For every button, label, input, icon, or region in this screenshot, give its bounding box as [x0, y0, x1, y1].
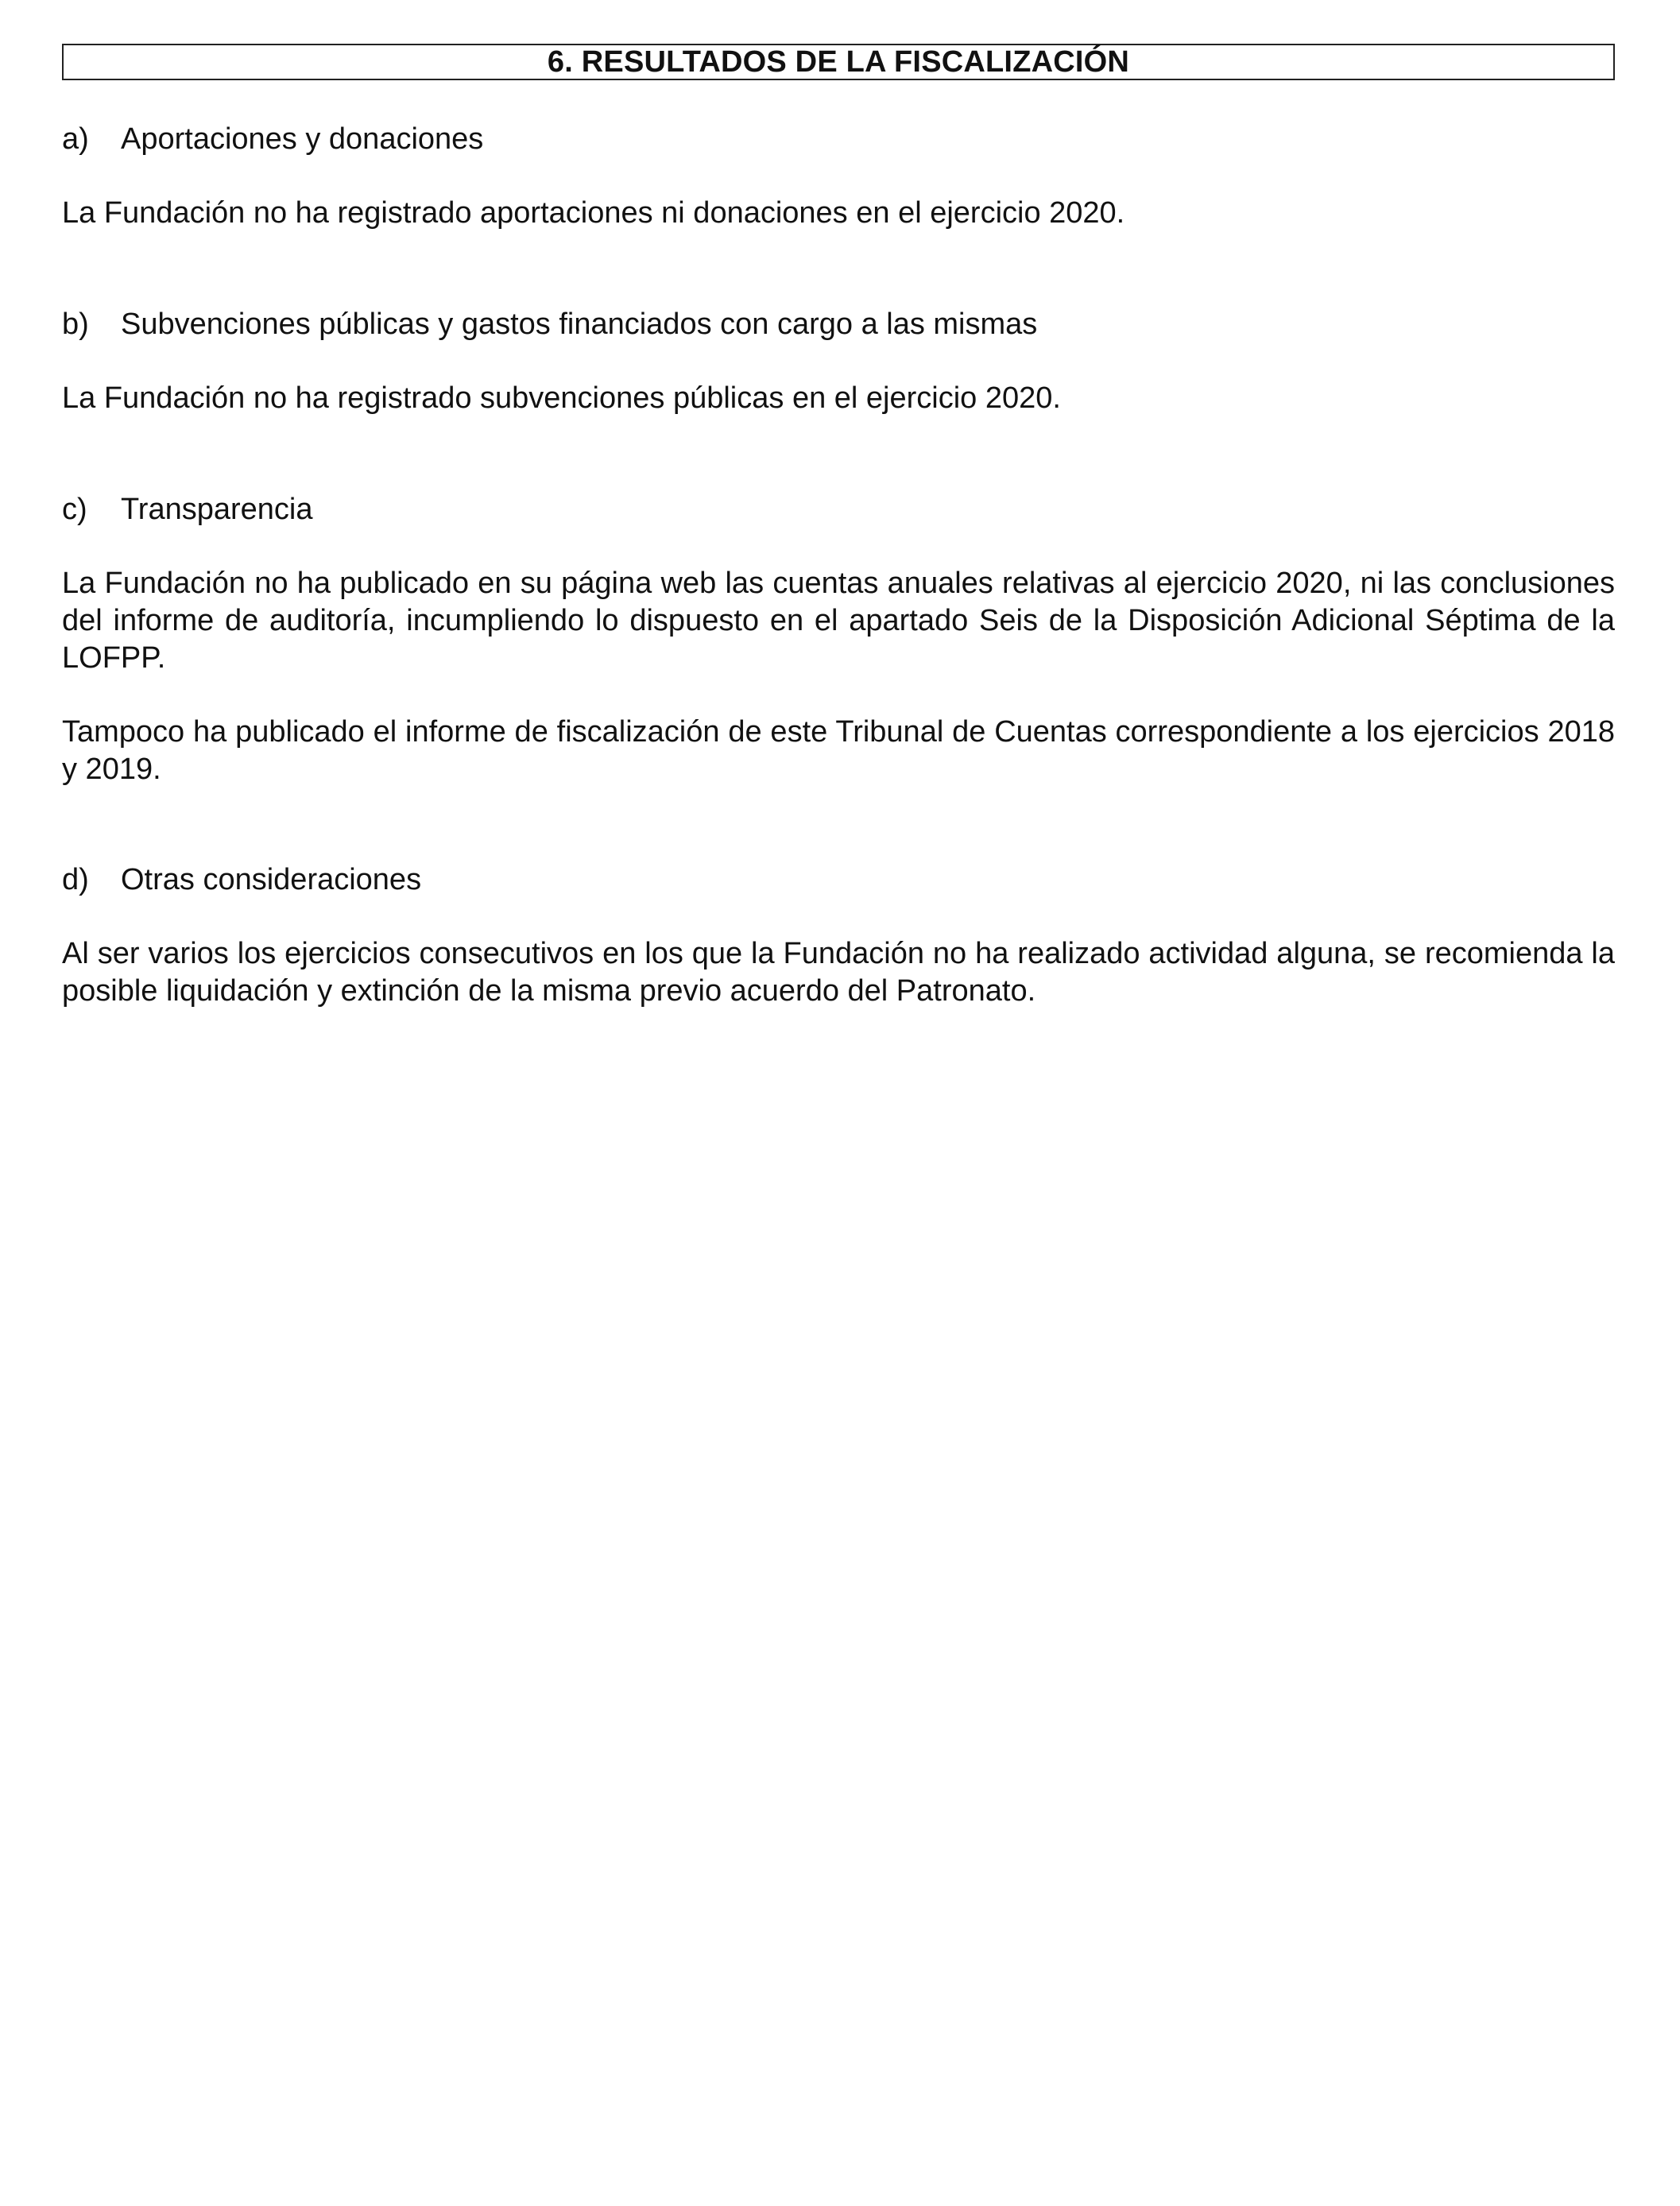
subsection-heading-b [62, 306, 1037, 343]
subsection-letter: a) [62, 122, 89, 156]
subsection-title: Subvenciones públicas y gastos financiados con cargo a las mismas [121, 308, 1038, 341]
subsection-heading-d [62, 861, 421, 898]
subsection-heading-a [62, 121, 483, 157]
paragraph: La Fundación no ha publicado en su página web las cuentas anuales relativas al ejercicio 2020, ni las conclusiones del informe de auditoría, incumpliendo lo dispuesto en el apartado Seis de la Disposición Adicional Séptima de la LOFPP. [62, 567, 1615, 675]
subsection-letter: d) [62, 863, 89, 896]
subsection-title: Aportaciones y donaciones [121, 122, 484, 156]
paragraph: La Fundación no ha registrado subvenciones públicas en el ejercicio 2020. [62, 381, 1061, 415]
paragraph: Tampoco ha publicado el informe de fiscalización de este Tribunal de Cuentas correspondiente a los ejercicios 2018 y 2019. [62, 715, 1615, 786]
subsection-heading-c [62, 491, 313, 528]
paragraph: Al ser varios los ejercicios consecutivos en los que la Fundación no ha realizado actividad alguna, se recomienda la posible liquidación y extinción de la misma previo acuerdo del Patronato. [62, 937, 1615, 1008]
subsection-title: Transparencia [121, 493, 313, 526]
section-title: 6. RESULTADOS DE LA FISCALIZACIÓN [62, 44, 1615, 80]
paragraph: La Fundación no ha registrado aportaciones ni donaciones en el ejercicio 2020. [62, 196, 1125, 230]
subsection-letter: b) [62, 308, 89, 341]
subsection-title: Otras consideraciones [121, 863, 422, 896]
subsection-letter: c) [62, 493, 87, 526]
